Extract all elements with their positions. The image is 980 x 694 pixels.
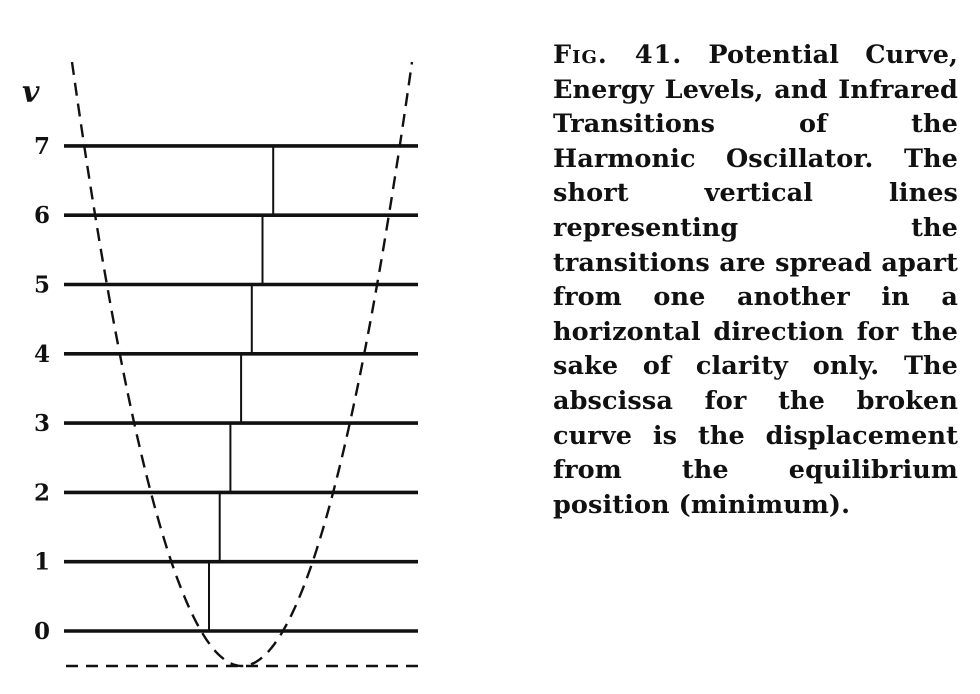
caption-label: Fig. 41.: [553, 40, 683, 70]
caption-body: The short vertical lines representing the transitions are spread apart from one another in a horizontal direction for the sake of clarity only. The abscissa for the broken curve is the displacement from the equilibrium position (minimum).: [553, 143, 958, 520]
level-label: 2: [34, 479, 51, 507]
level-label: 1: [34, 548, 51, 576]
level-label: 0: [34, 618, 51, 645]
level-label: 4: [34, 340, 51, 368]
level-label: 3: [34, 410, 51, 438]
level-label: 5: [34, 271, 51, 299]
energy-levels: [34, 133, 418, 645]
level-label: 7: [34, 132, 51, 160]
figure-caption: [553, 38, 958, 522]
caption-title: Potential Curve, Energy Levels, and Infrared Transitions of the Harmonic Oscillator.: [553, 40, 958, 174]
level-label: 6: [34, 202, 51, 230]
v-axis-label: v: [22, 75, 40, 110]
transition-lines: [209, 146, 273, 631]
